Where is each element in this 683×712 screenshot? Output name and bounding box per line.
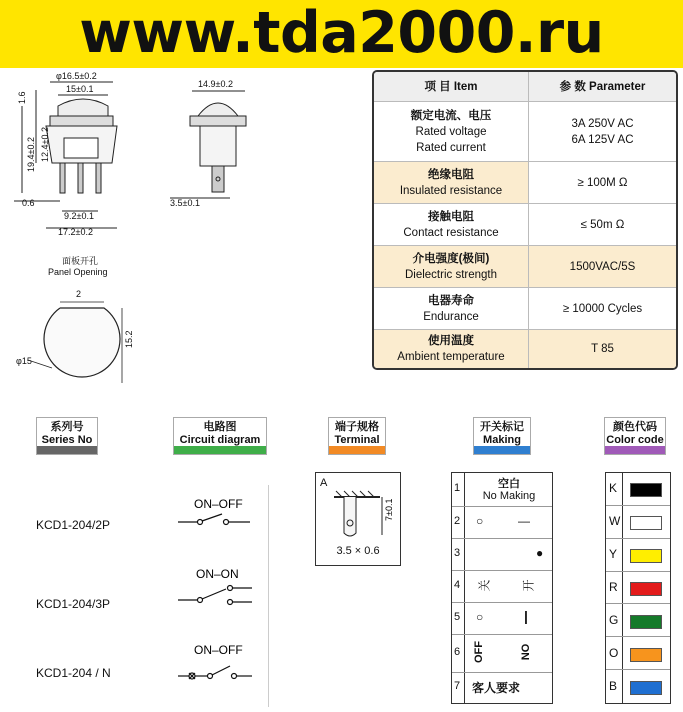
row-value: 3A 250V AC xyxy=(571,117,634,130)
terminal-header-cn: 端子规格 xyxy=(335,421,379,433)
circuit-label-2p: ON–OFF xyxy=(194,497,243,511)
panel-opening-title-cn: 面板开孔 xyxy=(62,256,99,266)
dim-side-width: 14.9±0.2 xyxy=(198,79,233,89)
marking-row: 1 空白 No Making xyxy=(452,473,552,507)
table-header xyxy=(374,72,676,102)
series-header-bar xyxy=(37,446,97,454)
table-row xyxy=(374,162,676,204)
terminal-size: 3.5 × 0.6 xyxy=(336,545,380,557)
row-cn: 介电强度(极间) xyxy=(412,252,490,265)
row-en: Insulated resistance xyxy=(399,184,503,197)
color-code-letter: W xyxy=(609,514,621,529)
color-header-bar xyxy=(605,446,665,454)
color-code-table xyxy=(605,472,671,704)
model-n: KCD1-204 / N xyxy=(36,666,111,680)
circuit-header-bar xyxy=(174,446,266,454)
row-value: ≤ 50m Ω xyxy=(580,218,625,231)
row-cn: 绝缘电阻 xyxy=(428,168,474,181)
table-row xyxy=(374,102,676,162)
header-item: 项 目 Item xyxy=(374,72,529,101)
circuit-label-n: ON–OFF xyxy=(194,643,243,657)
row-en: Rated current xyxy=(416,141,486,154)
circuit-label-3p: ON–ON xyxy=(196,567,239,581)
marking-row: 5 ○ | xyxy=(452,602,552,635)
circuit-header-en: Circuit diagram xyxy=(179,434,261,446)
dim-pin-pitch: 9.2±0.1 xyxy=(64,211,94,221)
dim-pin-offset: 0.6 xyxy=(22,198,35,208)
divider xyxy=(268,485,269,707)
panel-opening-title-en: Panel Opening xyxy=(48,267,108,277)
row-cn: 额定电流、电压 xyxy=(410,109,492,122)
color-swatch xyxy=(630,483,662,497)
marking-blank-en: No Making xyxy=(482,490,536,502)
color-code-row xyxy=(606,670,670,703)
series-header-cn: 系列号 xyxy=(50,421,84,433)
dim-base-width: 17.2±0.2 xyxy=(58,227,93,237)
circuit-header-cn: 电路图 xyxy=(203,421,237,433)
color-code-row xyxy=(606,539,670,572)
marking-row: 4 关 开 xyxy=(452,570,552,603)
table-row xyxy=(374,288,676,330)
color-code-letter: R xyxy=(609,579,618,594)
row-value: T 85 xyxy=(591,343,614,355)
circuit-header xyxy=(173,417,267,455)
header-parameter: 参 数 Parameter xyxy=(559,80,646,93)
banner-url: www.tda2000.ru xyxy=(79,0,604,66)
row-value: 1500VAC/5S xyxy=(569,260,636,273)
marking-table xyxy=(451,472,553,704)
series-header-en: Series No xyxy=(41,434,93,446)
panel-flat-width: 2 xyxy=(76,289,82,299)
dim-height-total: 19.4±0.2 xyxy=(26,137,36,172)
row-en: Endurance xyxy=(423,310,479,323)
row-en: Ambient temperature xyxy=(397,351,505,363)
marking-row: 7 客人要求 xyxy=(454,680,521,695)
color-code-row xyxy=(606,473,670,506)
making-header-cn: 开关标记 xyxy=(480,421,524,433)
row-en: Rated voltage xyxy=(415,125,487,138)
row-en: Contact resistance xyxy=(403,226,499,239)
terminal-header-bar xyxy=(329,446,385,454)
series-header xyxy=(36,417,98,455)
row-value: 6A 125V AC xyxy=(571,133,634,146)
marking-row: 6 OFF ON xyxy=(452,634,552,673)
table-row xyxy=(374,330,676,368)
terminal-header-en: Terminal xyxy=(334,434,380,446)
panel-height: 15.2 xyxy=(124,330,134,348)
color-code-letter: O xyxy=(609,645,619,660)
circuit-diagrams xyxy=(170,490,280,705)
making-header-en: Making xyxy=(483,434,521,446)
row-cn: 接触电阻 xyxy=(428,210,474,223)
marking-row: 2 ○ — xyxy=(452,506,552,539)
color-header-en: Color code xyxy=(606,434,664,446)
panel-diameter: φ15 xyxy=(16,356,32,366)
making-header-bar xyxy=(474,446,530,454)
making-header xyxy=(473,417,531,455)
color-swatch xyxy=(630,615,662,629)
row-value: ≥ 10000 Cycles xyxy=(562,302,643,315)
color-code-letter: K xyxy=(609,481,618,496)
color-code-row xyxy=(606,604,670,637)
color-swatch xyxy=(630,516,662,530)
color-swatch xyxy=(630,549,662,563)
color-header-cn: 颜色代码 xyxy=(613,421,657,433)
color-code-row xyxy=(606,572,670,605)
marking-blank-cn: 空白 xyxy=(498,478,520,490)
dim-terminal-width: 3.5±0.1 xyxy=(170,198,200,208)
color-swatch xyxy=(630,681,662,695)
color-code-letter: Y xyxy=(609,547,618,562)
terminal-label: A xyxy=(320,477,328,489)
color-code-letter: G xyxy=(609,612,619,627)
marking-row: 3 ● xyxy=(452,538,552,571)
table-row xyxy=(374,246,676,288)
row-value: ≥ 100M Ω xyxy=(577,176,628,189)
color-header xyxy=(604,417,666,455)
terminal-height: 7±0.1 xyxy=(384,498,394,521)
color-swatch xyxy=(630,648,662,662)
dim-body-height: 12.4±0.2 xyxy=(40,127,50,162)
table-row xyxy=(374,204,676,246)
dim-rocker-height: 1.6 xyxy=(17,91,27,104)
color-code-letter: B xyxy=(609,678,618,693)
dimension-drawings xyxy=(0,68,370,408)
terminal-box xyxy=(315,472,401,566)
color-code-row xyxy=(606,506,670,539)
color-swatch xyxy=(630,582,662,596)
model-2p: KCD1-204/2P xyxy=(36,518,111,532)
dim-width-overall: φ16.5±0.2 xyxy=(56,71,97,81)
dim-rocker-width: 15±0.1 xyxy=(66,84,94,94)
row-cn: 电器寿命 xyxy=(428,294,474,307)
color-code-row xyxy=(606,637,670,670)
row-cn: 使用温度 xyxy=(428,335,474,347)
terminal-header xyxy=(328,417,386,455)
model-3p: KCD1-204/3P xyxy=(36,597,111,611)
row-en: Dielectric strength xyxy=(404,268,498,281)
parameter-table xyxy=(372,70,678,370)
